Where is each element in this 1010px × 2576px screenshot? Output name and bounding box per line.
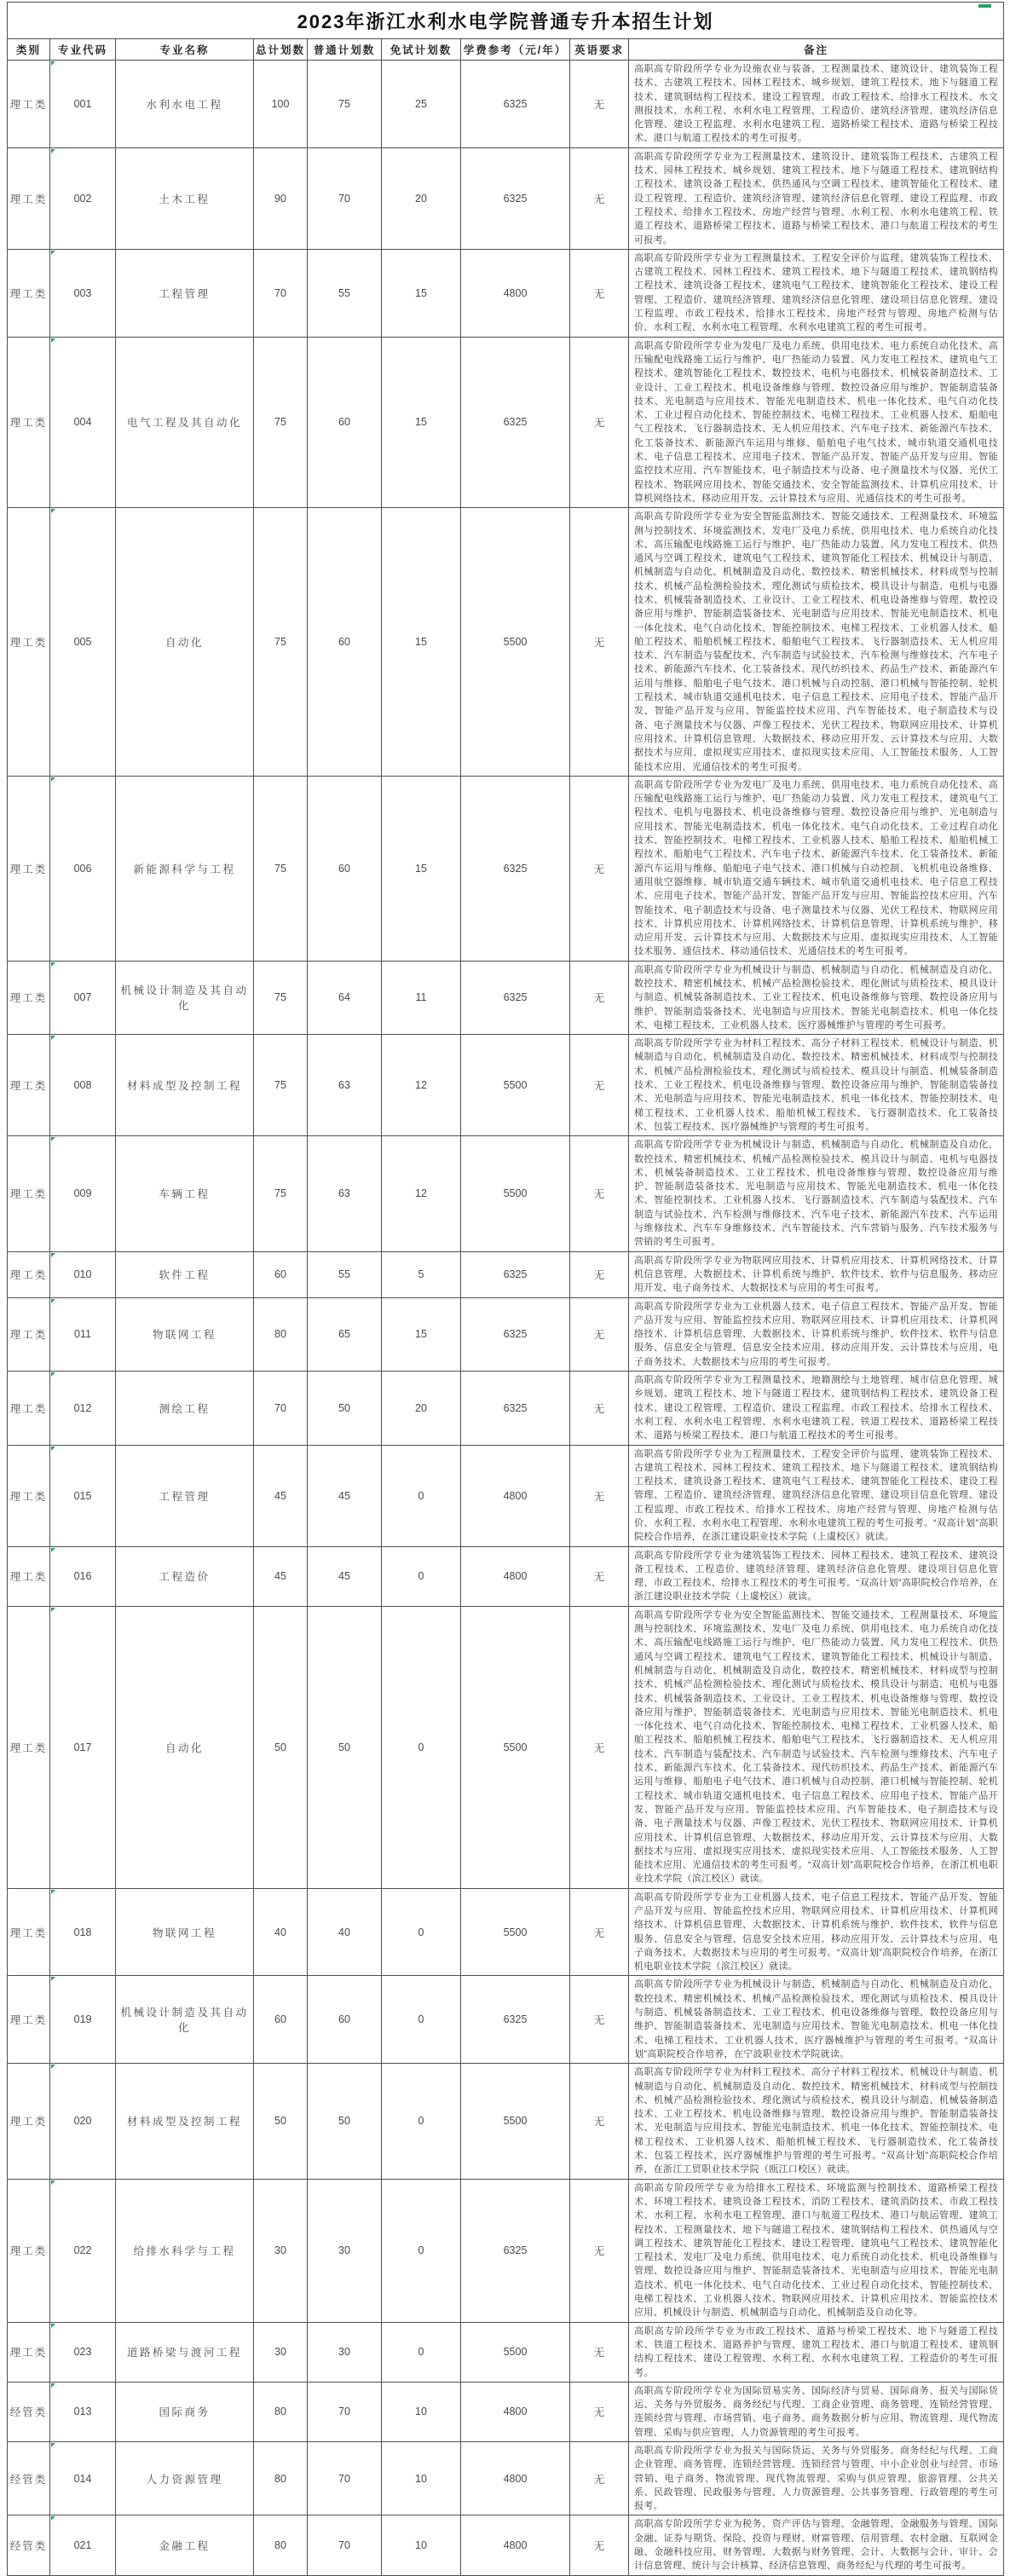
header-row xyxy=(8,39,1004,61)
table-row xyxy=(8,1136,1004,1251)
cell-regular: 30 xyxy=(308,2179,382,2322)
cell-total: 75 xyxy=(254,776,308,961)
cell-total: 90 xyxy=(254,147,308,249)
cell-total: 75 xyxy=(254,1035,308,1136)
cell-tuition: 6325 xyxy=(461,2179,570,2322)
cell-total: 60 xyxy=(254,1251,308,1297)
cell-remark: 高职高专阶段所学专业为设施农业与装备、工程测量技术、建筑设计、建筑装饰工程技术、古建筑工程技术、园林工程技术、城乡规划、建筑工程技术、地下与隧道工程技术、建筑钢结构工程技术、建设工程管理、市政工程技术、给排水工程技术、水文测报技术、水利工程、水利水电工程管理、工程造价、建筑经济管理、建筑经济信息化管理、建设工程监理、水利水电建筑工程、道路桥梁工程技术、道路与桥梁工程技术、港口与航道工程技术的考生可报考。 xyxy=(629,61,1004,148)
cell-total: 30 xyxy=(254,2179,308,2322)
cell-regular: 60 xyxy=(308,776,382,961)
column-header-6: 学费参考（元/年） xyxy=(461,39,570,61)
table-row xyxy=(8,1888,1004,1976)
cell-code: 012 xyxy=(50,1372,116,1445)
cell-remark: 高职高专阶段所学专业为安全智能监测技术、智能交通技术、工程测量技术、环境监测与控制技术、环境监测技术、发电厂及电力系统、供用电技术、电力系统自动化技术、高压输配电线路施工运行与维护、电厂热能动力装置、风力发电工程技术、供热通风与空调工程技术、建筑电气工程技术、建筑智能化工程技术、机械设计与制造、机械制造与自动化、机械制造及自动化、数控技术、精密机械技术、材料成型与控制技术、机械产品检测检验技术、理化测试与质检技术、模具设计与制造、电机与电器技术、机械装备制造技术、工业设计、工业工程技术、机电设备维修与管理、数控设备应用与维护、智能制造装备技术、光电制造与应用技术、智能光电制造技术、机电一体化技术、电气自动化技术、智能控制技术、电梯工程技术、工业机器人技术、船舶工程技术、船舶机械工程技术、船舶电气工程技术、飞行器制造技术、无人机应用技术、汽车制造与装配技术、汽车制造与试验技术、汽车检测与维修技术、汽车电子技术、新能源汽车技术、化工装备技术、现代纺织技术、药品生产技术、新能源汽车运用与维修、船舶电子电气技术、港口机械与自动控制、港口机械与智能控制、轮机工程技术、城市轨道交通机电技术、电子信息工程技术、应用电子技术、智能产品开发、智能产品开发与应用、智能监控技术应用、汽车智能技术、电子制造技术与设备、电子测量技术与仪器、声像工程技术、光伏工程技术、物联网应用技术、计算机应用技术、计算机信息管理、大数据技术、移动应用开发、云计算技术与应用、大数据技术与应用、虚拟现实应用技术、虚拟现实技术应用、人工智能技术服务、人工智能技术应用、光通信技术的考生可报考。“双高计划”高职院校合作培养，在浙江机电职业技术学院（滨江校区）就读。 xyxy=(629,1606,1004,1888)
table-row xyxy=(8,1976,1004,2064)
cell-total: 75 xyxy=(254,508,308,777)
cell-name: 机械设计制造及其自动化 xyxy=(116,1976,254,2064)
cell-name: 测绘工程 xyxy=(116,1372,254,1445)
table-row xyxy=(8,249,1004,337)
cell-category: 理工类 xyxy=(8,1546,50,1606)
column-header-0: 类别 xyxy=(8,39,50,61)
cell-code: 023 xyxy=(50,2322,116,2382)
cell-exempt: 15 xyxy=(382,337,461,508)
cell-remark: 高职高专阶段所学专业为机械设计与制造、机械制造与自动化、机械制造及自动化、数控技术、精密机械技术、机械产品检测检验技术、理化测试与质检技术、模具设计与制造、机械装备制造技术、工业工程技术、机电设备维修与管理、数控设备应用与维护、智能制造装备技术、光电制造与应用技术、智能光电制造技术、机电一体化技术、电梯工程技术、工业机器人技术、医疗器械维护与管理的考生可报考。 xyxy=(629,961,1004,1034)
cell-remark: 高职高专阶段所学专业为工程测量技术、工程安全评价与监理、建筑装饰工程技术、古建筑工程技术、园林工程技术、建筑工程技术、地下与隧道工程技术、建筑钢结构工程技术、建筑设备工程技术、建筑电气工程技术、建筑智能化工程技术、建设工程管理、工程造价、建筑经济管理、建筑经济信息化管理、建设项目信息化管理、建设工程监理、市政工程技术、给排水工程技术、房地产经营与管理、房地产检测与估价、水利工程、水利水电工程管理、水利水电建筑工程的考生可报考。“双高计划”高职院校合作培养，在浙江建设职业技术学院（上虞校区）就读。 xyxy=(629,1445,1004,1546)
cell-total: 70 xyxy=(254,1372,308,1445)
table-row xyxy=(8,337,1004,508)
cell-tuition: 6325 xyxy=(461,1297,570,1371)
cell-category: 理工类 xyxy=(8,1251,50,1297)
cell-code: 005 xyxy=(50,508,116,777)
cell-remark: 高职高专阶段所学专业为市政工程技术、道路与桥梁工程技术、地下与隧道工程技术、铁道工程技术、道路养护与管理、建筑工程技术、港口与航道工程技术、建筑钢结构工程技术、建设工程管理、水利工程、水利水电建筑工程、工程造价的考生可报考。 xyxy=(629,2322,1004,2382)
table-row xyxy=(8,1251,1004,1297)
cell-exempt: 0 xyxy=(382,1546,461,1606)
cell-english: 无 xyxy=(570,1606,629,1888)
cell-tuition: 5500 xyxy=(461,1888,570,1976)
cell-code: 016 xyxy=(50,1546,116,1606)
cell-name: 物联网工程 xyxy=(116,1888,254,1976)
cell-remark: 高职高专阶段所学专业为材料工程技术、高分子材料工程技术、机械设计与制造、机械制造与自动化、机械制造及自动化、数控技术、精密机械技术、材料成型与控制技术、机械产品检测检验技术、理化测试与质检技术、模具设计与制造、机械装备制造技术、工业工程技术、机电设备维修与管理、数控设备应用与维护、智能制造装备技术、光电制造与应用技术、智能光电制造技术、机电一体化技术、智能控制技术、电梯工程技术、工业机器人技术、船舶机械工程技术、飞行器制造技术、化工装备技术、包装工程技术、医疗器械维护与管理的考生可报考。 xyxy=(629,1035,1004,1136)
cell-code: 018 xyxy=(50,1888,116,1976)
cell-english: 无 xyxy=(570,2322,629,2382)
cell-regular: 63 xyxy=(308,1035,382,1136)
cell-code: 013 xyxy=(50,2382,116,2441)
table-row xyxy=(8,1035,1004,1136)
cell-regular: 70 xyxy=(308,2441,382,2515)
cell-remark: 高职高专阶段所学专业为国际贸易实务、国际经济与贸易、国际商务、报关与国际货运、关务与外贸服务、商务经纪与代理、工商企业管理、商务管理、连锁经营管理、连锁经营与管理、市场营销、电子商务、商务数据分析与应用、物流管理、现代物流管理、采购与供应管理、人力资源管理的考生可报考。 xyxy=(629,2382,1004,2441)
table-row xyxy=(8,961,1004,1034)
cell-exempt: 20 xyxy=(382,147,461,249)
cell-remark: 高职高专阶段所学专业为材料工程技术、高分子材料工程技术、机械设计与制造、机械制造与自动化、机械制造及自动化、数控技术、精密机械技术、材料成型与控制技术、机械产品检测检验技术、理化测试与质检技术、模具设计与制造、机械装备制造技术、工业工程技术、机电设备维修与管理、数控设备应用与维护、智能制造装备技术、光电制造与应用技术、智能光电制造技术、机电一体化技术、智能控制技术、电梯工程技术、工业机器人技术、船舶机械工程技术、飞行器制造技术、化工装备技术、包装工程技术、医疗器械维护与管理的考生可报考。“双高计划”高职院校合作培养，在浙江工贸职业技术学院（瓯江口校区）就读。 xyxy=(629,2064,1004,2179)
cell-tuition: 4800 xyxy=(461,249,570,337)
cell-total: 45 xyxy=(254,1445,308,1546)
cell-tuition: 6325 xyxy=(461,1976,570,2064)
cell-tuition: 4800 xyxy=(461,2382,570,2441)
cell-code: 010 xyxy=(50,1251,116,1297)
cell-tuition: 4800 xyxy=(461,1445,570,1546)
cell-category: 理工类 xyxy=(8,1445,50,1546)
cell-english: 无 xyxy=(570,2179,629,2322)
cell-exempt: 15 xyxy=(382,508,461,777)
cell-remark: 高职高专阶段所学专业为工程测量技术、建筑设计、建筑装饰工程技术、古建筑工程技术、园林工程技术、城乡规划、建筑工程技术、地下与隧道工程技术、建筑钢结构工程技术、建筑设备工程技术、供热通风与空调工程技术、建筑智能化工程技术、建设工程管理、工程造价、建筑经济管理、建筑经济信息化管理、建设工程监理、市政工程技术、给排水工程技术、房地产经营与管理、水利工程、水利水电建筑工程、铁道工程技术、道路桥梁工程技术、道路与桥梁工程技术、港口与航道工程技术的考生可报考。 xyxy=(629,147,1004,249)
cell-regular: 45 xyxy=(308,1445,382,1546)
cell-category: 理工类 xyxy=(8,1297,50,1371)
cell-tuition: 5500 xyxy=(461,1606,570,1888)
cell-exempt: 12 xyxy=(382,1035,461,1136)
cell-tuition: 5500 xyxy=(461,1136,570,1251)
cell-total: 80 xyxy=(254,1297,308,1371)
cell-remark: 高职高专阶段所学专业为工业机器人技术、电子信息工程技术、智能产品开发、智能产品开发与应用、智能监控技术应用、物联网应用技术、计算机应用技术、计算机网络技术、计算机信息管理、大数据技术、计算机系统与维护、软件技术、软件与信息服务、信息安全与管理、信息安全技术应用、移动应用开发、云计算技术与应用、电子商务技术、大数据技术与应用的考生可报考。 xyxy=(629,1297,1004,1371)
column-header-2: 专业名称 xyxy=(116,39,254,61)
page-title xyxy=(8,3,1004,39)
cell-english: 无 xyxy=(570,1035,629,1136)
cell-name: 车辆工程 xyxy=(116,1136,254,1251)
cell-exempt: 11 xyxy=(382,961,461,1034)
title-row xyxy=(8,3,1004,39)
cell-english: 无 xyxy=(570,61,629,148)
cell-code: 022 xyxy=(50,2179,116,2322)
cell-regular: 60 xyxy=(308,337,382,508)
cell-category: 理工类 xyxy=(8,2179,50,2322)
cell-tuition: 6325 xyxy=(461,1251,570,1297)
cell-exempt: 0 xyxy=(382,1976,461,2064)
column-header-5: 免试计划数 xyxy=(382,39,461,61)
table-row xyxy=(8,776,1004,961)
cell-tuition: 6325 xyxy=(461,61,570,148)
cell-name: 软件工程 xyxy=(116,1251,254,1297)
cell-regular: 70 xyxy=(308,2515,382,2575)
cell-total: 45 xyxy=(254,1546,308,1606)
table-row xyxy=(8,2515,1004,2575)
cell-total: 75 xyxy=(254,337,308,508)
cell-remark: 高职高专阶段所学专业为报关与国际货运、关务与外贸服务、商务经纪与代理、工商企业管理、商务管理、连锁经营管理、连锁经营与管理、中小企业创业与经营、市场营销、电子商务、物流管理、现代物流管理、采购与供应管理、旅游管理、公共关系、民政管理、民政服务与管理、人力资源管理、公共事务管理、行政管理的考生可报考。 xyxy=(629,2441,1004,2515)
cell-exempt: 15 xyxy=(382,776,461,961)
table-row xyxy=(8,508,1004,777)
cell-exempt: 0 xyxy=(382,1445,461,1546)
cell-name: 金融工程 xyxy=(116,2515,254,2575)
cell-remark: 高职高专阶段所学专业为物联网应用技术、计算机应用技术、计算机网络技术、计算机信息管理、大数据技术、计算机系统与维护、软件技术、软件与信息服务、移动应用开发、电子商务技术、大数据技术与应用的考生可报考。 xyxy=(629,1251,1004,1297)
cell-english: 无 xyxy=(570,1546,629,1606)
column-header-7: 英语要求 xyxy=(570,39,629,61)
cell-exempt: 0 xyxy=(382,1606,461,1888)
cell-remark: 高职高专阶段所学专业为建筑装饰工程技术、园林工程技术、建筑工程技术、建筑设备工程技术、工程造价、建筑经济管理、建筑经济信息化管理、建设项目信息化管理、市政工程技术、给排水工程技术的考生可报考。“双高计划”高职院校合作培养，在浙江建设职业技术学院（上虞校区）就读。 xyxy=(629,1546,1004,1606)
cell-tuition: 6325 xyxy=(461,337,570,508)
cell-category: 理工类 xyxy=(8,2322,50,2382)
cell-regular: 40 xyxy=(308,1888,382,1976)
cell-category: 经管类 xyxy=(8,2382,50,2441)
cell-code: 004 xyxy=(50,337,116,508)
cell-english: 无 xyxy=(570,1888,629,1976)
cell-exempt: 0 xyxy=(382,1888,461,1976)
cell-exempt: 15 xyxy=(382,1297,461,1371)
cell-english: 无 xyxy=(570,249,629,337)
cell-code: 006 xyxy=(50,776,116,961)
cell-remark: 高职高专阶段所学专业为机械设计与制造、机械制造与自动化、机械制造及自动化、数控技术、精密机械技术、机械产品检测检验技术、模具设计与制造、电机与电器技术、机械装备制造技术、工业工程技术、机电设备维修与管理、数控设备应用与维护、智能制造装备技术、光电制造与应用技术、智能光电制造技术、机电一体化技术、智能控制技术、工业机器人技术、飞行器制造技术、汽车制造与装配技术、汽车制造与试验技术、汽车检测与维修技术、汽车电子技术、新能源汽车技术、汽车运用与维修技术、汽车车身维修技术、汽车智能技术、汽车营销与服务、汽车技术服务与营销的考生可报考。 xyxy=(629,1136,1004,1251)
cell-regular: 45 xyxy=(308,1546,382,1606)
cell-regular: 50 xyxy=(308,2064,382,2179)
cell-exempt: 0 xyxy=(382,2322,461,2382)
cell-tuition: 6325 xyxy=(461,776,570,961)
cell-code: 001 xyxy=(50,61,116,148)
cell-total: 80 xyxy=(254,2515,308,2575)
cell-english: 无 xyxy=(570,1251,629,1297)
cell-name: 国际商务 xyxy=(116,2382,254,2441)
enrollment-plan-table xyxy=(7,2,1004,2576)
cell-english: 无 xyxy=(570,1976,629,2064)
table-row xyxy=(8,2179,1004,2322)
column-header-8: 备注 xyxy=(629,39,1004,61)
cell-name: 工程管理 xyxy=(116,249,254,337)
cell-name: 新能源科学与工程 xyxy=(116,776,254,961)
cell-name: 电气工程及其自动化 xyxy=(116,337,254,508)
cell-category: 理工类 xyxy=(8,147,50,249)
cell-regular: 64 xyxy=(308,961,382,1034)
cell-category: 理工类 xyxy=(8,1035,50,1136)
cell-tuition: 4800 xyxy=(461,2441,570,2515)
cell-code: 019 xyxy=(50,1976,116,2064)
cell-category: 理工类 xyxy=(8,508,50,777)
cell-name: 物联网工程 xyxy=(116,1297,254,1371)
cell-english: 无 xyxy=(570,1372,629,1445)
cell-code: 015 xyxy=(50,1445,116,1546)
table-row xyxy=(8,1372,1004,1445)
cell-category: 理工类 xyxy=(8,337,50,508)
cell-english: 无 xyxy=(570,1445,629,1546)
selection-artifact xyxy=(978,4,991,8)
cell-name: 自动化 xyxy=(116,508,254,777)
cell-code: 017 xyxy=(50,1606,116,1888)
cell-english: 无 xyxy=(570,2382,629,2441)
cell-category: 经管类 xyxy=(8,2515,50,2575)
cell-code: 020 xyxy=(50,2064,116,2179)
cell-remark: 高职高专阶段所学专业为发电厂及电力系统、供用电技术、电力系统自动化技术、高压输配电线路施工运行与维护、电厂热能动力装置、风力发电工程技术、建筑电气工程技术、电机与电器技术、机电设备维修与管理、数控设备应用与维护、光电制造与应用技术、智能光电制造技术、机电一体化技术、电气自动化技术、工业过程自动化技术、智能控制技术、电梯工程技术、工业机器人技术、船舶工程技术、船舶机械工程技术、船舶电气工程技术、汽车电子技术、新能源汽车技术、化工装备技术、新能源汽车运用与维修、船舶电子电气技术、港口机械与自动控制、飞机机电设备维修、通用航空器维修、城市轨道交通车辆技术、城市轨道交通机电技术、电子信息工程技术、应用电子技术、智能产品开发、智能产品开发与应用、智能监控技术应用、汽车智能技术、电子制造技术与设备、电子测量技术与仪器、光伏工程技术、物联网应用技术、计算机应用技术、计算机网络技术、计算机信息管理、计算机系统与维护、移动应用开发、云计算技术与应用、大数据技术与应用、虚拟现实应用技术、人工智能技术服务、通信技术、移动通信技术、光通信技术的考生可报考。 xyxy=(629,776,1004,961)
cell-english: 无 xyxy=(570,147,629,249)
cell-english: 无 xyxy=(570,961,629,1034)
cell-exempt: 10 xyxy=(382,2515,461,2575)
cell-total: 50 xyxy=(254,1606,308,1888)
table-row xyxy=(8,2382,1004,2441)
cell-total: 40 xyxy=(254,1888,308,1976)
cell-total: 50 xyxy=(254,2064,308,2179)
table-row xyxy=(8,147,1004,249)
cell-english: 无 xyxy=(570,508,629,777)
cell-name: 人力资源管理 xyxy=(116,2441,254,2515)
cell-english: 无 xyxy=(570,2064,629,2179)
cell-tuition: 6325 xyxy=(461,961,570,1034)
cell-tuition: 6325 xyxy=(461,147,570,249)
cell-code: 007 xyxy=(50,961,116,1034)
cell-remark: 高职高专阶段所学专业为工程测量技术、工程安全评价与监理、建筑装饰工程技术、古建筑工程技术、园林工程技术、建筑工程技术、地下与隧道工程技术、建筑钢结构工程技术、建筑设备工程技术、建筑电气工程技术、建筑智能化工程技术、建设工程管理、工程造价、建筑经济管理、建筑经济信息化管理、建设项目信息化管理、建设工程监理、市政工程技术、给排水工程技术、房地产经营与管理、房地产检测与估价、水利工程、水利水电工程管理、水利水电建筑工程的考生可报考。 xyxy=(629,249,1004,337)
cell-exempt: 5 xyxy=(382,1251,461,1297)
cell-regular: 63 xyxy=(308,1136,382,1251)
cell-total: 75 xyxy=(254,961,308,1034)
cell-tuition: 5500 xyxy=(461,1035,570,1136)
table-row xyxy=(8,1606,1004,1888)
cell-category: 理工类 xyxy=(8,249,50,337)
cell-name: 道路桥梁与渡河工程 xyxy=(116,2322,254,2382)
cell-name: 给排水科学与工程 xyxy=(116,2179,254,2322)
cell-name: 水利水电工程 xyxy=(116,61,254,148)
cell-regular: 75 xyxy=(308,61,382,148)
cell-code: 011 xyxy=(50,1297,116,1371)
cell-category: 理工类 xyxy=(8,776,50,961)
cell-category: 理工类 xyxy=(8,2064,50,2179)
cell-name: 材料成型及控制工程 xyxy=(116,1035,254,1136)
cell-english: 无 xyxy=(570,776,629,961)
cell-total: 70 xyxy=(254,249,308,337)
cell-total: 30 xyxy=(254,2322,308,2382)
cell-total: 100 xyxy=(254,61,308,148)
cell-name: 材料成型及控制工程 xyxy=(116,2064,254,2179)
cell-remark: 高职高专阶段所学专业为机械设计与制造、机械制造与自动化、机械制造及自动化、数控技术、精密机械技术、机械产品检测检验技术、理化测试与质检技术、模具设计与制造、机械装备制造技术、工业工程技术、机电设备维修与管理、数控设备应用与维护、智能制造装备技术、光电制造与应用技术、智能光电制造技术、机电一体化技术、电梯工程技术、工业机器人技术、医疗器械维护与管理的考生可报考。“双高计划”高职院校合作培养，在宁波职业技术学院就读。 xyxy=(629,1976,1004,2064)
table-row xyxy=(8,1546,1004,1606)
cell-exempt: 0 xyxy=(382,2064,461,2179)
cell-name: 土木工程 xyxy=(116,147,254,249)
cell-remark: 高职高专阶段所学专业为工程测量技术、地籍测绘与土地管理、城市信息化管理、城乡规划、建筑工程技术、地下与隧道工程技术、建筑钢结构工程技术、建筑设备工程技术、建设工程管理、工程造价、建设工程监理、市政工程技术、给排水工程技术、水利工程、水利水电工程管理、水利水电建筑工程、铁道工程技术、道路桥梁工程技术、道路与桥梁工程技术、港口与航道工程技术的考生可报考。 xyxy=(629,1372,1004,1445)
cell-exempt: 20 xyxy=(382,1372,461,1445)
page-title-text: 2023年浙江水利水电学院普通专升本招生计划 xyxy=(297,10,714,32)
cell-english: 无 xyxy=(570,337,629,508)
cell-name: 机械设计制造及其自动化 xyxy=(116,961,254,1034)
cell-remark: 高职高专阶段所学专业为安全智能监测技术、智能交通技术、工程测量技术、环境监测与控制技术、环境监测技术、发电厂及电力系统、供用电技术、电力系统自动化技术、高压输配电线路施工运行与维护、电厂热能动力装置、风力发电工程技术、供热通风与空调工程技术、建筑电气工程技术、建筑智能化工程技术、机械设计与制造、机械制造与自动化、机械制造及自动化、数控技术、精密机械技术、材料成型与控制技术、机械产品检测检验技术、理化测试与质检技术、模具设计与制造、电机与电器技术、机械装备制造技术、工业设计、工业工程技术、机电设备维修与管理、数控设备应用与维护、智能制造装备技术、光电制造与应用技术、智能光电制造技术、机电一体化技术、电气自动化技术、智能控制技术、电梯工程技术、工业机器人技术、船舶工程技术、船舶机械工程技术、船舶电气工程技术、飞行器制造技术、无人机应用技术、汽车制造与装配技术、汽车制造与试验技术、汽车检测与维修技术、汽车电子技术、新能源汽车技术、化工装备技术、现代纺织技术、药品生产技术、新能源汽车运用与维修、船舶电子电气技术、港口机械与自动控制、港口机械与智能控制、轮机工程技术、城市轨道交通机电技术、电子信息工程技术、应用电子技术、智能产品开发、智能产品开发与应用、智能监控技术应用、汽车智能技术、电子制造技术与设备、电子测量技术与仪器、声像工程技术、光伏工程技术、物联网应用技术、计算机应用技术、计算机信息管理、大数据技术、移动应用开发、云计算技术与应用、大数据技术与应用、虚拟现实应用技术、虚拟现实技术应用、人工智能技术服务、人工智能技术应用、光通信技术的考生可报考。 xyxy=(629,508,1004,777)
cell-regular: 55 xyxy=(308,249,382,337)
cell-regular: 60 xyxy=(308,1976,382,2064)
cell-remark: 高职高专阶段所学专业为发电厂及电力系统、供用电技术、电力系统自动化技术、高压输配电线路施工运行与维护、电厂热能动力装置、风力发电工程技术、建筑电气工程技术、建筑智能化工程技术、数控技术、电机与电器技术、机械装备制造技术、工业设计、工业工程技术、机电设备维修与管理、数控设备应用与维护、智能制造装备技术、光电制造与应用技术、智能光电制造技术、机电一体化技术、电气自动化技术、工业过程自动化技术、智能控制技术、电梯工程技术、工业机器人技术、船舶电气工程技术、飞行器制造技术、无人机应用技术、汽车电子技术、新能源汽车技术、化工装备技术、新能源汽车运用与维修、船舶电子电气技术、城市轨道交通机电技术、电子信息工程技术、应用电子技术、智能产品开发、智能产品开发与应用、智能监控技术应用、汽车智能技术、电子制造技术与设备、电子测量技术与仪器、光伏工程技术、物联网应用技术、智能交通技术、安全智能监测技术、计算机应用技术、计算机网络技术、移动应用开发、云计算技术与应用、光通信技术的考生可报考。 xyxy=(629,337,1004,508)
table-row xyxy=(8,1297,1004,1371)
cell-code: 009 xyxy=(50,1136,116,1251)
cell-regular: 30 xyxy=(308,2322,382,2382)
cell-tuition: 4800 xyxy=(461,1546,570,1606)
cell-category: 理工类 xyxy=(8,1976,50,2064)
cell-regular: 65 xyxy=(308,1297,382,1371)
cell-remark: 高职高专阶段所学专业为工业机器人技术、电子信息工程技术、智能产品开发、智能产品开发与应用、智能监控技术应用、物联网应用技术、计算机应用技术、计算机网络技术、计算机信息管理、大数据技术、计算机系统与维护、软件技术、软件与信息服务、信息安全与管理、信息安全技术应用、移动应用开发、云计算技术与应用、电子商务技术、大数据技术与应用的考生可报考。“双高计划”高职院校合作培养，在浙江机电职业技术学院（滨江校区）就读。 xyxy=(629,1888,1004,1976)
column-header-1: 专业代码 xyxy=(50,39,116,61)
cell-regular: 55 xyxy=(308,1251,382,1297)
cell-regular: 50 xyxy=(308,1372,382,1445)
cell-total: 60 xyxy=(254,1976,308,2064)
cell-regular: 70 xyxy=(308,147,382,249)
cell-code: 008 xyxy=(50,1035,116,1136)
cell-code: 003 xyxy=(50,249,116,337)
table-row xyxy=(8,2064,1004,2179)
cell-exempt: 0 xyxy=(382,2179,461,2322)
cell-regular: 60 xyxy=(308,508,382,777)
cell-code: 014 xyxy=(50,2441,116,2515)
cell-remark: 高职高专阶段所学专业为给排水工程技术、环境监测与控制技术、道路桥梁工程技术、环境工程技术、建筑设备工程技术、消防工程技术、建筑消防技术、市政工程技术、水利工程、水利水电工程管理、港口与航道工程技术、港口与航运管理、建筑工程技术、工程测量技术、地下与隧道工程技术、建筑钢结构工程技术、供热通风与空调工程技术、建筑智能化工程技术、建设工程管理、建筑电气工程技术、建筑智能化工程技术、发电厂及电力系统、供用电技术、电力系统自动化技术、机电设备维修与管理、数控设备应用与维护、智能制造装备技术、光电制造与应用技术、智能光电制造技术、机电一体化技术、电气自动化技术、工业过程自动化技术、智能控制技术、电梯工程技术、工业机器人技术、物联网应用技术、计算机应用技术、智能监控技术应用、机械设计与制造、机械制造与自动化、机械制造及自动化等。 xyxy=(629,2179,1004,2322)
cell-category: 理工类 xyxy=(8,961,50,1034)
cell-tuition: 5500 xyxy=(461,2064,570,2179)
table-row xyxy=(8,61,1004,148)
cell-exempt: 10 xyxy=(382,2441,461,2515)
cell-total: 80 xyxy=(254,2382,308,2441)
cell-exempt: 12 xyxy=(382,1136,461,1251)
cell-name: 工程造价 xyxy=(116,1546,254,1606)
column-header-4: 普通计划数 xyxy=(308,39,382,61)
cell-total: 75 xyxy=(254,1136,308,1251)
cell-category: 经管类 xyxy=(8,2441,50,2515)
cell-category: 理工类 xyxy=(8,1136,50,1251)
column-header-3: 总计划数 xyxy=(254,39,308,61)
cell-english: 无 xyxy=(570,1297,629,1371)
cell-tuition: 5500 xyxy=(461,2322,570,2382)
cell-code: 021 xyxy=(50,2515,116,2575)
cell-code: 002 xyxy=(50,147,116,249)
cell-english: 无 xyxy=(570,2515,629,2575)
cell-remark: 高职高专阶段所学专业为税务、资产评估与管理、金融管理、金融服务与管理、国际金融、证券与期货、保险、投资与理财、财富管理、信用管理、农村金融、互联网金融、金融科技应用、财务管理、大数据与财务管理、会计、大数据与会计、审计、会计信息管理、统计与会计核算、经济信息管理、商务经纪与代理的考生可报考。 xyxy=(629,2515,1004,2575)
cell-regular: 50 xyxy=(308,1606,382,1888)
table-row xyxy=(8,1445,1004,1546)
cell-tuition: 5500 xyxy=(461,508,570,777)
cell-exempt: 10 xyxy=(382,2382,461,2441)
table-row xyxy=(8,2441,1004,2515)
cell-total: 80 xyxy=(254,2441,308,2515)
cell-category: 理工类 xyxy=(8,61,50,148)
cell-category: 理工类 xyxy=(8,1606,50,1888)
cell-category: 理工类 xyxy=(8,1372,50,1445)
cell-tuition: 4800 xyxy=(461,2515,570,2575)
cell-english: 无 xyxy=(570,2441,629,2515)
cell-exempt: 25 xyxy=(382,61,461,148)
cell-english: 无 xyxy=(570,1136,629,1251)
cell-category: 理工类 xyxy=(8,1888,50,1976)
cell-name: 工程管理 xyxy=(116,1445,254,1546)
table-row xyxy=(8,2322,1004,2382)
cell-name: 自动化 xyxy=(116,1606,254,1888)
cell-tuition: 6325 xyxy=(461,1372,570,1445)
cell-regular: 70 xyxy=(308,2382,382,2441)
cell-exempt: 15 xyxy=(382,249,461,337)
